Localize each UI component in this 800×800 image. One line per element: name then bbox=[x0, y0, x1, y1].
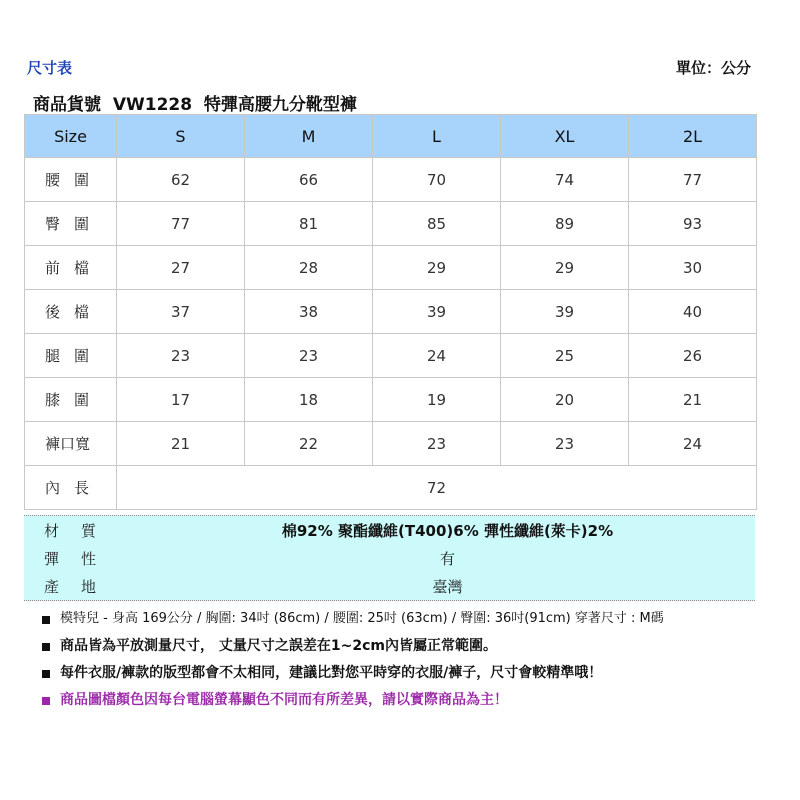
table-cell: 28 bbox=[245, 246, 373, 290]
note-text: 模特兒 - 身高 169公分 / 胸圍: 34吋 (86cm) / 腰圍: 25吋 (63cm) / 臀圍: 36吋(91cm) 穿著尺寸 : M碼 bbox=[60, 611, 664, 626]
table-cell: 74 bbox=[501, 158, 629, 202]
row-label-knee: 膝圍 bbox=[25, 378, 117, 422]
table-cell: 77 bbox=[629, 158, 757, 202]
table-cell: 20 bbox=[501, 378, 629, 422]
table-cell: 23 bbox=[501, 422, 629, 466]
fabric-info-box bbox=[24, 515, 755, 601]
table-cell: 30 bbox=[629, 246, 757, 290]
table-cell: 17 bbox=[117, 378, 245, 422]
header-l: L bbox=[373, 115, 501, 158]
notes-list bbox=[42, 608, 664, 716]
table-row bbox=[25, 202, 757, 246]
note-text: 商品圖檔顏色因每台電腦螢幕顯色不同而有所差異，請以實際商品為主！ bbox=[60, 692, 508, 708]
row-label-inseam: 內長 bbox=[25, 466, 117, 510]
table-cell: 38 bbox=[245, 290, 373, 334]
material-value: 棉92% 聚酯纖維(T400)6% 彈性纖維(萊卡)2% bbox=[281, 522, 614, 540]
note-flat-measurement bbox=[42, 635, 664, 662]
row-label-back-rise: 後檔 bbox=[25, 290, 117, 334]
note-color-disclaimer bbox=[42, 689, 664, 716]
row-label-thigh: 腿圍 bbox=[25, 334, 117, 378]
table-row bbox=[25, 334, 757, 378]
table-cell: 93 bbox=[629, 202, 757, 246]
table-row bbox=[25, 246, 757, 290]
table-row bbox=[25, 158, 757, 202]
row-label-hip: 臀圍 bbox=[25, 202, 117, 246]
table-cell: 29 bbox=[501, 246, 629, 290]
header-m: M bbox=[245, 115, 373, 158]
table-cell: 39 bbox=[373, 290, 501, 334]
header-s: S bbox=[117, 115, 245, 158]
table-cell: 39 bbox=[501, 290, 629, 334]
size-chart-title: 尺寸表 bbox=[27, 59, 73, 77]
table-header-row bbox=[25, 115, 757, 158]
row-label-leg-opening: 褲口寬 bbox=[25, 422, 117, 466]
origin-value: 臺灣 bbox=[432, 578, 463, 596]
header-size: Size bbox=[25, 115, 117, 158]
material-label: 材質 bbox=[44, 522, 119, 540]
table-cell: 37 bbox=[117, 290, 245, 334]
size-table bbox=[24, 114, 757, 510]
table-cell: 40 bbox=[629, 290, 757, 334]
row-label-waist: 腰圍 bbox=[25, 158, 117, 202]
unit-label: 單位：公分 bbox=[675, 59, 751, 77]
table-row bbox=[25, 290, 757, 334]
square-bullet-icon bbox=[42, 697, 50, 705]
table-cell: 23 bbox=[245, 334, 373, 378]
square-bullet-icon bbox=[42, 616, 50, 624]
table-cell: 25 bbox=[501, 334, 629, 378]
elasticity-value: 有 bbox=[439, 550, 455, 568]
table-row bbox=[25, 422, 757, 466]
elasticity-row bbox=[24, 544, 755, 572]
row-label-front-rise: 前檔 bbox=[25, 246, 117, 290]
table-cell: 24 bbox=[373, 334, 501, 378]
table-cell: 62 bbox=[117, 158, 245, 202]
note-model-measurements bbox=[42, 608, 664, 635]
note-fit-advice bbox=[42, 662, 664, 689]
table-cell: 21 bbox=[629, 378, 757, 422]
note-text: 每件衣服/褲款的版型都會不太相同，建議比對您平時穿的衣服/褲子，尺寸會較精準哦！ bbox=[60, 665, 603, 681]
note-text: 商品皆為平放測量尺寸， 丈量尺寸之誤差在1~2cm內皆屬正常範圍。 bbox=[60, 638, 497, 654]
table-cell: 23 bbox=[117, 334, 245, 378]
table-cell: 66 bbox=[245, 158, 373, 202]
origin-row bbox=[24, 572, 755, 600]
table-cell: 26 bbox=[629, 334, 757, 378]
table-cell: 21 bbox=[117, 422, 245, 466]
header-xl: XL bbox=[501, 115, 629, 158]
table-cell: 27 bbox=[117, 246, 245, 290]
table-row bbox=[25, 466, 757, 510]
table-cell: 77 bbox=[117, 202, 245, 246]
inseam-value: 72 bbox=[117, 466, 757, 510]
square-bullet-icon bbox=[42, 643, 50, 651]
table-cell: 89 bbox=[501, 202, 629, 246]
origin-label: 產地 bbox=[44, 578, 119, 596]
table-cell: 22 bbox=[245, 422, 373, 466]
table-cell: 29 bbox=[373, 246, 501, 290]
table-cell: 24 bbox=[629, 422, 757, 466]
square-bullet-icon bbox=[42, 670, 50, 678]
table-cell: 23 bbox=[373, 422, 501, 466]
table-cell: 85 bbox=[373, 202, 501, 246]
table-cell: 19 bbox=[373, 378, 501, 422]
header-2l: 2L bbox=[629, 115, 757, 158]
product-title: 商品貨號 VW1228 特彈高腰九分靴型褲 bbox=[33, 95, 357, 115]
table-cell: 81 bbox=[245, 202, 373, 246]
table-cell: 18 bbox=[245, 378, 373, 422]
table-row bbox=[25, 378, 757, 422]
elasticity-label: 彈性 bbox=[44, 550, 119, 568]
table-cell: 70 bbox=[373, 158, 501, 202]
material-row bbox=[24, 516, 755, 544]
